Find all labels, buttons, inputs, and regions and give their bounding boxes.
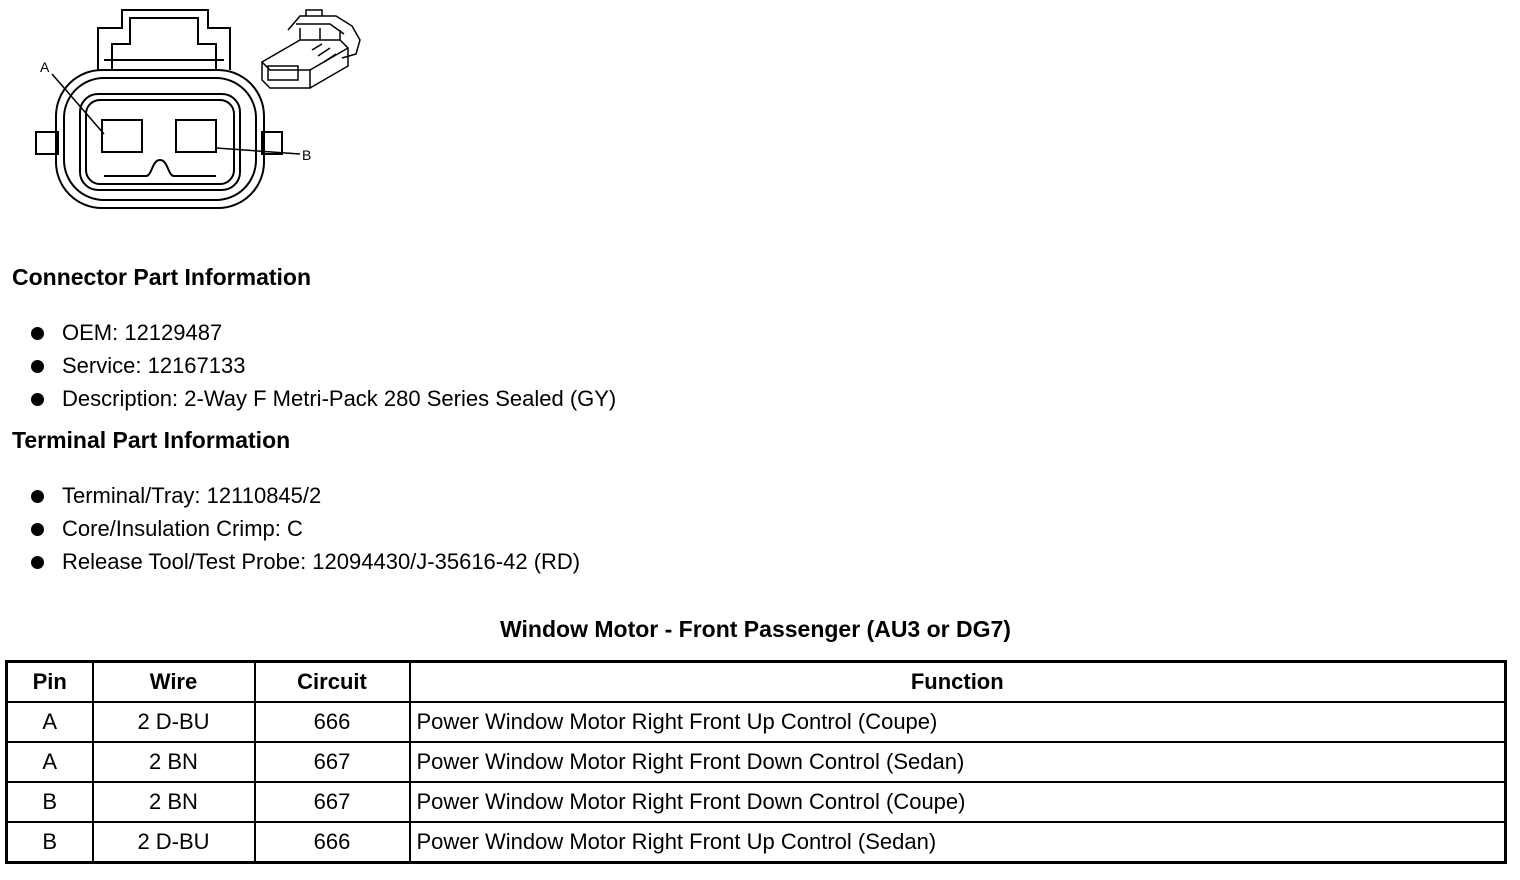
cell-function: Power Window Motor Right Front Down Control (Coupe) [410, 782, 1506, 822]
cell-wire: 2 D-BU [93, 822, 255, 863]
cell-wire: 2 BN [93, 782, 255, 822]
column-header-circuit: Circuit [255, 662, 410, 703]
table-title: Window Motor - Front Passenger (AU3 or DG7) [500, 616, 1011, 642]
connector-part-list [28, 318, 616, 417]
list-item-text: Service: 12167133 [62, 353, 246, 378]
cell-pin: A [7, 702, 93, 742]
terminal-b [176, 120, 216, 152]
bullet-icon [31, 393, 44, 406]
table-row [7, 702, 1506, 742]
terminal-part-info-title: Terminal Part Information [12, 427, 291, 453]
left-tab [36, 132, 58, 154]
list-item-text: Terminal/Tray: 12110845/2 [62, 483, 322, 508]
list-item-text: OEM: 12129487 [62, 320, 223, 345]
cell-wire: 2 D-BU [93, 702, 255, 742]
connector-diagram [0, 0, 380, 220]
terminal-part-list [28, 481, 580, 580]
bullet-icon [31, 556, 44, 569]
bullet-icon [31, 523, 44, 536]
list-item [28, 481, 580, 514]
pinout-table [5, 660, 1507, 864]
leader-line-b [216, 148, 300, 154]
cell-wire: 2 BN [93, 742, 255, 782]
cell-circuit: 666 [255, 822, 410, 863]
column-header-wire: Wire [93, 662, 255, 703]
cell-circuit: 667 [255, 742, 410, 782]
list-item-text: Release Tool/Test Probe: 12094430/J-35616-42 (RD) [62, 549, 581, 574]
list-item-text: Description: 2-Way F Metri-Pack 280 Series Sealed (GY) [62, 386, 617, 411]
table-row [7, 782, 1506, 822]
list-item [28, 384, 616, 417]
list-item [28, 514, 580, 547]
cell-pin: B [7, 782, 93, 822]
list-item-text: Core/Insulation Crimp: C [62, 516, 303, 541]
cell-pin: A [7, 742, 93, 782]
table-row [7, 742, 1506, 782]
bullet-icon [31, 327, 44, 340]
list-item [28, 547, 580, 580]
table-row [7, 822, 1506, 863]
cell-function: Power Window Motor Right Front Up Control (Sedan) [410, 822, 1506, 863]
column-header-pin: Pin [7, 662, 93, 703]
cell-circuit: 666 [255, 702, 410, 742]
cell-pin: B [7, 822, 93, 863]
bullet-icon [31, 360, 44, 373]
cell-function: Power Window Motor Right Front Down Control (Sedan) [410, 742, 1506, 782]
cell-function: Power Window Motor Right Front Up Control (Coupe) [410, 702, 1506, 742]
list-item [28, 351, 616, 384]
connector-iso-view [262, 10, 360, 88]
label-a: A [40, 59, 50, 75]
label-b: B [302, 147, 312, 163]
column-header-function: Function [410, 662, 1506, 703]
keying-notch [104, 160, 216, 176]
table-header-row [7, 662, 1506, 703]
terminal-a [102, 120, 142, 152]
connector-drawing [0, 0, 380, 220]
bullet-icon [31, 490, 44, 503]
list-item [28, 318, 616, 351]
cell-circuit: 667 [255, 782, 410, 822]
leader-line-a [52, 74, 104, 134]
connector-part-info-title: Connector Part Information [12, 264, 312, 290]
